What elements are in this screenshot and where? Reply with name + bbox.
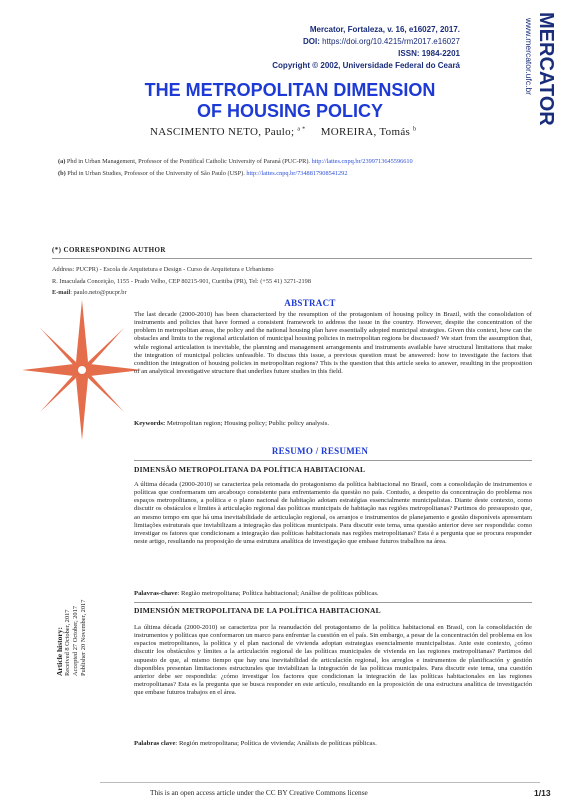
- address-line-1: Address: PUCPR) - Escola de Arquitetura e Design - Curso de Arquitetura e Urbanismo: [52, 266, 274, 273]
- abstract-heading: ABSTRACT: [284, 298, 336, 308]
- abstract-keywords: [134, 420, 532, 427]
- journal-header: [160, 24, 460, 72]
- divider: [134, 460, 532, 461]
- doi-link[interactable]: https://doi.org/10.4215/rm2017.e16027: [322, 37, 460, 46]
- resumo-text: A última década (2000-2010) se caracteriza pela retomada do protagonismo da política habitacional no Brasil, com a consolidação de instrumentos e políticas que conformaram um arcabouço consistente para enfrentamento da questão no país. Contudo, a despeito da concentração do problema nos espaços metropolitanos, a política e o plano nacional de habitação adotam estratégias essencialmente municipalistas. Diante deste contexto, como discutir os obstáculos e limites à articulação regional das políticas municipais de habitação nas regiões metropolitanas? Partimos do pressuposto que, ao mesmo tempo em que há uma inevitabilidade de articulação regional, os arranjos e instrumentos de planejamento e gestão disponíveis apresentam limitações estruturais que inviabilizam a integração das políticas municipais. Para discutir este tema, uma questão anterior deve ser respondida: como investigar os fatores que condicionam a integração das políticas habitacionais nas regiões metropolitanas? Esta é a pergunta que se procura responder neste artigo, resultando na proposição de uma estrutura analítica de investigação que embase futuros trabalhos na área.: [134, 481, 532, 546]
- side-url[interactable]: www.mercator.ufc.br: [524, 18, 534, 95]
- email-line: [52, 289, 522, 296]
- keywords-label: Keywords:: [134, 420, 166, 427]
- affiliation-a: [58, 158, 528, 165]
- lattes-link[interactable]: http://lattes.cnpq.br/7348817908541292: [246, 170, 348, 177]
- article-history: [56, 566, 186, 676]
- palabras-clave-text: : Región metropolitana; Política de vivienda; Análisis de políticas públicas.: [175, 740, 377, 747]
- journal-issn: ISSN: 1984-2201: [398, 49, 460, 58]
- history-heading: Article history:: [55, 627, 64, 676]
- affiliation-b: [58, 170, 528, 177]
- palavras-chave-label: Palavras-chave: [134, 590, 178, 597]
- journal-doi: [160, 36, 460, 48]
- page-number: 1/13: [534, 788, 551, 798]
- history-published: Publisher 20 November, 2017: [80, 599, 87, 676]
- affiliation-label: (a): [58, 158, 66, 165]
- resumen-text: La última década (2000-2010) se caracteriza por la reanudación del protagonismo de la política habitacional en Brasil, con la consolidación de instrumentos y políticas que conformaron un marco para enfrentar la cuestión en el país. Sin embargo, a pesar de la concentración del problema en los espacios metropolitanos, la política y el plan nacional de vivienda adoptan estrategias esencialmente municipalistas. Ante este contexto, ¿cómo discutir los obstáculos y límites a la articulación regional de las políticas municipales de vivienda en las regiones metropolitanas? Partimos del supuesto de que, al mismo tiempo que hay una inevitabilidad de articulación regional, los arreglos e instrumentos de planificación y gestión disponibles presentan limitaciones estructurales que inviabilizan la integración de las políticas municipales. Para discutir este tema, una cuestión anterior debe ser respondida: ¿cómo investigar los factores que condicionan la integración de las políticas habitacionales en las regiones metropolitanas? Esta es la pregunta que se busca responder en este artículo, resultando en la proposición de una estructura analítica de investigación que embase futuros trabajos en el área.: [134, 624, 532, 697]
- es-title: DIMENSIÓN METROPOLITANA DE LA POLÍTICA HABITACIONAL: [134, 606, 381, 615]
- pt-keywords: [134, 590, 532, 597]
- license-note: This is an open access article under the CC BY Creative Commons license: [150, 788, 368, 797]
- authors: [150, 126, 416, 138]
- affiliation-text: Phd in Urban Management, Professor of the Pontifical Catholic University of Paraná (PUC-PR).: [66, 158, 311, 165]
- footer-divider: [100, 782, 540, 783]
- divider: [134, 602, 532, 603]
- author-2-sup: b: [413, 126, 417, 133]
- journal-logo: MERCATOR: [535, 12, 557, 126]
- journal-copyright: Copyright © 2002, Universidade Federal do Ceará: [272, 61, 460, 70]
- pt-title: DIMENSÃO METROPOLITANA DA POLÍTICA HABITACIONAL: [134, 465, 366, 474]
- compass-star-graphic: [22, 300, 142, 440]
- keywords-text: Metropolitan region; Housing policy; Public policy analysis.: [165, 420, 330, 427]
- author-2: MOREIRA, Tomás: [320, 126, 411, 138]
- author-1-sup: a *: [297, 126, 306, 133]
- palavras-chave-text: : Região metropolitana; Política habitacional; Análise de políticas públicas.: [177, 590, 379, 597]
- author-1: NASCIMENTO NETO, Paulo;: [150, 126, 295, 138]
- address-line-2: R. Imaculada Conceição, 1155 - Prado Velho, CEP 80215-901, Curitiba (PR), Tel: (+55 41) 3271-2198: [52, 278, 311, 285]
- doi-label: DOI:: [302, 37, 320, 46]
- lattes-link[interactable]: http://lattes.cnpq.br/2399713645596610: [311, 158, 413, 165]
- corresponding-author-heading: (*) CORRESPONDING AUTHOR: [52, 246, 166, 254]
- email-address[interactable]: : paulo.neto@pucpr.br: [70, 289, 127, 296]
- es-keywords: [134, 740, 532, 747]
- divider: [52, 258, 532, 259]
- title-line-2: OF HOUSING POLICY: [196, 101, 383, 121]
- abstract-text: The last decade (2000-2010) has been characterized by the resumption of the protagonism of housing policy in Brazil, with the consolidation of instruments and policies that have formed a consistent framework to address the issue in the country. However, despite the concentration of the problem in metropolitan areas, the policy and the national housing plan have essentially adopted municipal strategies. Given this context, how can the obstacles and limits to the regional articulation of municipal housing policies in metropolitan regions be discussed? We start from the assumption that, while regional articulation is inevitable, the planning and management arrangements and instruments available have structural limitations that make the integration of municipal policies unfeasible. To discuss this issue, a previous question must be answered: how to investigate the factors that condition the integration of housing policies in metropolitan regions? This is the question that this article seeks to answer, resulting in the proposition of an analytical investigative structure that underlies future studies in this field.: [134, 311, 532, 376]
- article-title: [90, 80, 490, 122]
- journal-citation: Mercator, Fortaleza, v. 16, e16027, 2017.: [309, 25, 460, 34]
- email-label: E-mail: [52, 289, 71, 296]
- history-accepted: Accepted 27 October, 2017: [72, 605, 79, 676]
- history-received: Received 8 October, 2017: [64, 609, 71, 676]
- title-line-1: THE METROPOLITAN DIMENSION: [144, 80, 436, 100]
- affiliation-label: (b): [58, 170, 66, 177]
- affiliation-text: Phd in Urban Studies, Professor of the University of São Paulo (USP).: [67, 170, 245, 177]
- palabras-clave-label: Palabras clave: [134, 740, 176, 747]
- resumo-heading: RESUMO / RESUMEN: [271, 446, 369, 456]
